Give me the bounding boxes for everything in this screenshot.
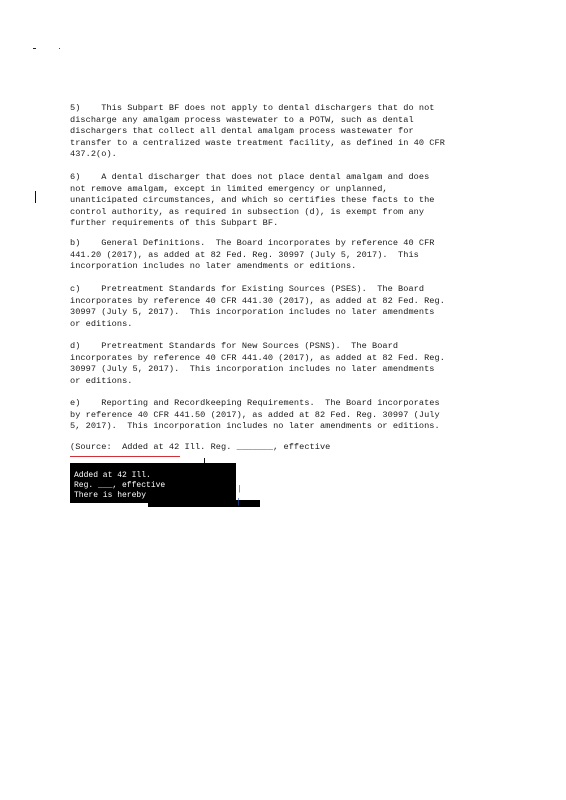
paragraph-e-reporting: e) Reporting and Recordkeeping Requirements. The Board incorporates by reference 40 CFR 441.50 (2017), as added at 82 Fed. Reg. 30997 (July 5, 2017). This incorporation includes no later amendments or editions. — [70, 398, 440, 432]
margin-change-bar — [35, 191, 36, 203]
redacted-text: Reg. ___, effective — [74, 481, 166, 490]
redline-strike — [70, 456, 180, 457]
redaction-block — [148, 500, 260, 507]
paragraph-c-pses: c) Pretreatment Standards for Existing Sources (PSES). The Board incorporates by reference 40 CFR 441.30 (2017), as added at 82 Fed. Reg. 30997 (July 5, 2017). This incorporation includes no later amendments or editions. — [70, 284, 445, 329]
paragraph-5: 5) This Subpart BF does not apply to dental dischargers that do not discharge any amalgam process wastewater to a POTW, such as dental dischargers that collect all dental amalgam process wastewater for transfer to a centralized waste treatment facility, as defined in 40 CFR 437.2(o). — [70, 103, 445, 160]
redaction-block — [70, 463, 236, 503]
redacted-text: There is hereby — [74, 491, 147, 500]
scan-mark — [33, 48, 36, 49]
blue-markup: | — [236, 498, 241, 507]
source-note: (Source: Added at 42 Ill. Reg. _______, effective — [70, 442, 331, 452]
paragraph-d-psns: d) Pretreatment Standards for New Sources (PSNS). The Board incorporates by reference 40 CFR 441.40 (2017), as added at 82 Fed. Reg. 30997 (July 5, 2017). This incorporation includes no later amendments or editions. — [70, 341, 445, 386]
paragraph-6: 6) A dental discharger that does not place dental amalgam and does not remove amalgam, except in limited emergency or unplanned, unanticipated circumstances, and which so certifies these facts to the control authority, as required in subsection (d), is exempt from any further requirements of this Subpart BF. — [70, 172, 435, 229]
redline-mark: | — [237, 485, 242, 494]
redacted-text: Added at 42 Ill. — [74, 471, 151, 480]
paragraph-b-general-definitions: b) General Definitions. The Board incorporates by reference 40 CFR 441.20 (2017), as added at 82 Fed. Reg. 30997 (July 5, 2017). This incorporation includes no later amendments or editions. — [70, 238, 435, 272]
scan-mark — [59, 48, 60, 49]
